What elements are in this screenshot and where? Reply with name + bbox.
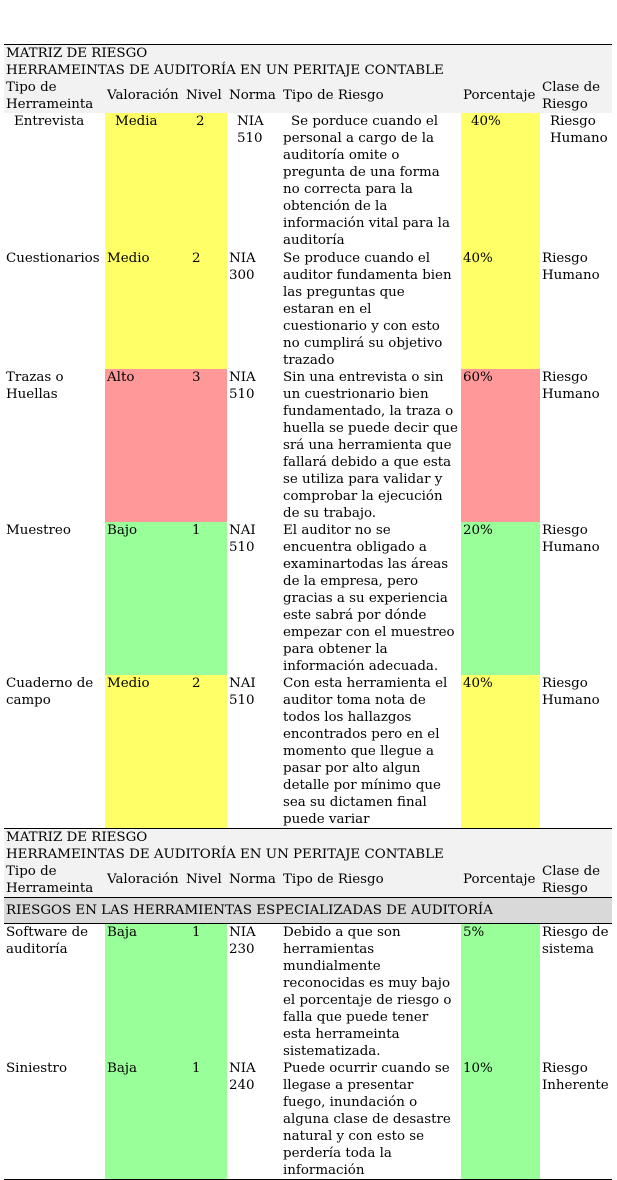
risk-description: Con esta herramienta el auditor toma nota de todos los hallazgos encontrados pero en el momento que llegue a pasar por alto algun detalle por mínimo que sea su dictamen final puede variar — [283, 676, 448, 827]
header-norm: Norma — [227, 863, 281, 898]
section-subtitle: RIESGOS EN LAS HERRAMIENTAS ESPECIALIZADAS DE AUDITORÍA — [4, 898, 612, 924]
norm-cell: NIA 510 — [229, 370, 256, 402]
header-percentage: Porcentaje — [461, 863, 540, 898]
column-header-row — [4, 79, 612, 113]
valuation-cell: Media — [105, 113, 184, 250]
percentage-cell: 40% — [461, 250, 540, 369]
valuation-cell: Baja — [105, 1060, 184, 1180]
norm-cell: NIA 300 — [229, 251, 256, 283]
risk-description: Sin una entrevista o sin un cuestrionario bien fundamentado, la traza o huella se puede decir que srá una herramienta que fallará debido a que esta se utiliza para validar y comprobar la ejecución de su trabajo. — [283, 370, 458, 521]
level-cell: 1 — [184, 522, 227, 675]
level-cell: 3 — [184, 369, 227, 522]
table-row — [4, 522, 612, 675]
tool-name: Cuestionarios — [6, 251, 100, 266]
header-risk-class: Clase de Riesgo — [540, 863, 612, 898]
valuation-cell: Alto — [105, 369, 184, 522]
risk-matrix-table — [4, 44, 612, 1180]
matrix-title-line1: MATRIZ DE RIESGO — [6, 46, 148, 61]
header-level: Nivel — [184, 79, 227, 113]
table-row — [4, 675, 612, 829]
valuation-cell: Bajo — [105, 522, 184, 675]
table-row — [4, 113, 612, 250]
risk-description: Puede ocurrir cuando se llegase a presentar fuego, inundación o alguna clase de desastre natural y con esto se perdería toda la información — [281, 1060, 461, 1180]
risk-class-cell: Riesgo de sistema — [542, 925, 609, 957]
percentage-cell: 60% — [461, 369, 540, 522]
header-valuation: Valoración — [105, 79, 184, 113]
header-tool-type: Tipo de Herrameinta — [4, 79, 105, 113]
risk-class-cell: Riesgo Humano — [542, 251, 600, 283]
header-norm: Norma — [227, 79, 281, 113]
level-cell: 1 — [184, 924, 227, 1061]
matrix-title — [4, 45, 612, 80]
level-cell: 2 — [184, 675, 227, 829]
risk-class-cell: Riesgo Humano — [542, 523, 600, 555]
section-subtitle-row — [4, 898, 612, 924]
table-row — [4, 250, 612, 369]
norm-cell: NIA 510 — [237, 114, 264, 146]
percentage-cell: 20% — [461, 522, 540, 675]
header-tool-type: Tipo de Herrameinta — [4, 863, 105, 898]
matrix-title-row — [4, 829, 612, 864]
matrix-title — [4, 829, 612, 864]
header-risk-class: Clase de Riesgo — [540, 79, 612, 113]
header-risk-type: Tipo de Riesgo — [281, 79, 461, 113]
valuation-cell: Medio — [105, 250, 184, 369]
tool-name: Entrevista — [14, 114, 85, 129]
level-cell: 1 — [184, 1060, 227, 1180]
risk-description: Debido a que son herramientas mundialmente reconocidas es muy bajo el porcentaje de riesgo o falla que puede tener esta herrameinta sistematizada. — [283, 925, 452, 1059]
header-level: Nivel — [184, 863, 227, 898]
risk-description — [281, 113, 461, 250]
risk-class-cell: Riesgo Humano — [542, 370, 600, 402]
table-row — [4, 924, 612, 1061]
risk-description: Se produce cuando el auditor fundamenta bien las preguntas que estaran en el cuestionario y con esto no cumplirá su objetivo trazado — [283, 251, 452, 368]
percentage-cell: 40% — [461, 113, 540, 250]
header-valuation: Valoración — [105, 863, 184, 898]
table-row — [4, 369, 612, 522]
tool-name: Trazas o Huellas — [6, 370, 64, 402]
column-header-row — [4, 863, 612, 898]
norm-cell: NAI 510 — [229, 523, 256, 555]
matrix-title-line1: MATRIZ DE RIESGO — [6, 830, 148, 845]
risk-description: El auditor no se encuentra obligado a examinartodas las áreas de la empresa, pero gracias a su experiencia este sabrá por dónde empezar con el muestreo para obtener la información adecuada. — [283, 523, 455, 674]
norm-cell: NIA 230 — [229, 925, 256, 957]
norm-cell: NIA 240 — [227, 1060, 281, 1180]
header-risk-type: Tipo de Riesgo — [281, 863, 461, 898]
risk-class-cell: Riesgo Inherente — [540, 1060, 612, 1180]
valuation-cell: Baja — [105, 924, 184, 1061]
risk-class-cell: Riesgo Humano — [550, 114, 608, 146]
tool-name: Cuaderno de campo — [6, 676, 94, 708]
risk-class-cell: Riesgo Humano — [542, 676, 600, 708]
matrix-title-line2: HERRAMEINTAS DE AUDITORÍA EN UN PERITAJE CONTABLE — [6, 63, 444, 78]
percentage-cell: 10% — [461, 1060, 540, 1180]
level-cell: 2 — [184, 113, 227, 250]
header-percentage: Porcentaje — [461, 79, 540, 113]
norm-cell: NAI 510 — [229, 676, 256, 708]
risk-matrix-document — [4, 44, 612, 1180]
valuation-cell: Medio — [105, 675, 184, 829]
level-cell: 2 — [184, 250, 227, 369]
percentage-cell: 5% — [461, 924, 540, 1061]
tool-name: Siniestro — [4, 1060, 105, 1180]
tool-name: Muestreo — [6, 523, 71, 538]
percentage-cell: 40% — [461, 675, 540, 829]
matrix-title-row — [4, 45, 612, 80]
tool-name: Software de auditoría — [6, 925, 89, 957]
matrix-title-line2: HERRAMEINTAS DE AUDITORÍA EN UN PERITAJE CONTABLE — [6, 847, 444, 862]
risk-description-text: Se porduce cuando el personal a cargo de la auditoría omite o pregunta de una forma no correcta para la obtención de la información vital para la auditoría — [283, 114, 450, 248]
table-row — [4, 1060, 612, 1180]
